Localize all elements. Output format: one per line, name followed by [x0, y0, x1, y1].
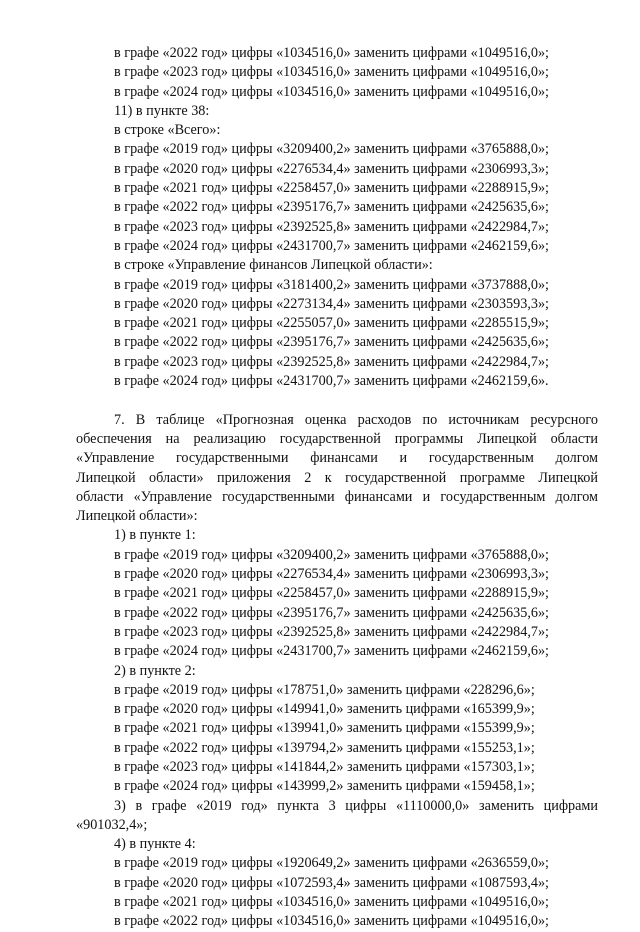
paragraph-7-line: обеспечения на реализацию государственной программы Липецкой области [76, 430, 598, 447]
paragraph-gap [76, 391, 598, 410]
text-line: в графе «2019 год» цифры «3209400,2» заменить цифрами «3765888,0»; [114, 546, 549, 563]
text-line: в графе «2022 год» цифры «2395176,7» заменить цифрами «2425635,6»; [114, 604, 549, 621]
text-line: в строке «Всего»: [114, 122, 221, 139]
text-line: в графе «2023 год» цифры «2392525,8» заменить цифрами «2422984,7»; [114, 353, 549, 370]
text-line: в графе «2019 год» цифры «1920649,2» заменить цифрами «2636559,0»; [114, 855, 549, 872]
paragraph-7-line: области «Управление государственными финансами и государственным долгом [76, 488, 598, 505]
text-line: в графе «2023 год» цифры «141844,2» заменить цифрами «157303,1»; [114, 758, 535, 775]
text-line: в графе «2019 год» цифры «178751,0» заменить цифрами «228296,6»; [114, 681, 535, 698]
text-line: в графе «2022 год» цифры «2395176,7» заменить цифрами «2425635,6»; [114, 199, 549, 216]
paragraph-7-line: «Управление государственными финансами и государственным долгом [76, 450, 598, 467]
text-line: в графе «2020 год» цифры «2276534,4» заменить цифрами «2306993,3»; [114, 160, 549, 177]
text-line: в графе «2020 год» цифры «2273134,4» заменить цифрами «2303593,3»; [114, 295, 549, 312]
text-line: 4) в пункте 4: [114, 836, 196, 853]
paragraph-7-line: Липецкой области»: [76, 508, 198, 525]
text-line: в графе «2024 год» цифры «2431700,7» заменить цифрами «2462159,6». [114, 373, 549, 390]
text-line: в графе «2022 год» цифры «1034516,0» заменить цифрами «1049516,0»; [114, 913, 549, 930]
text-line: в графе «2020 год» цифры «2276534,4» заменить цифрами «2306993,3»; [114, 566, 549, 583]
paragraph-7-line: 7. В таблице «Прогнозная оценка расходов по источникам ресурсного [114, 411, 598, 428]
text-line: 2) в пункте 2: [114, 662, 196, 679]
document-body [76, 44, 598, 932]
text-line: в графе «2021 год» цифры «2258457,0» заменить цифрами «2288915,9»; [114, 180, 549, 197]
item-3-line: «901032,4»; [76, 816, 148, 833]
text-line: в графе «2023 год» цифры «2392525,8» заменить цифрами «2422984,7»; [114, 623, 549, 640]
text-line: в графе «2021 год» цифры «1034516,0» заменить цифрами «1049516,0»; [114, 894, 549, 911]
text-line: в графе «2019 год» цифры «3181400,2» заменить цифрами «3737888,0»; [114, 276, 549, 293]
text-line: в строке «Управление финансов Липецкой области»: [114, 257, 433, 274]
text-line: в графе «2024 год» цифры «143999,2» заменить цифрами «159458,1»; [114, 778, 535, 795]
text-line: в графе «2022 год» цифры «1034516,0» заменить цифрами «1049516,0»; [114, 45, 549, 61]
text-line: в графе «2024 год» цифры «2431700,7» заменить цифрами «2462159,6»; [114, 643, 549, 660]
paragraph-7-line: Липецкой области» приложения 2 к государственной программе Липецкой [76, 469, 598, 486]
text-line: 1) в пункте 1: [114, 527, 196, 544]
text-line: в графе «2021 год» цифры «2258457,0» заменить цифрами «2288915,9»; [114, 585, 549, 602]
text-line: в графе «2023 год» цифры «1034516,0» заменить цифрами «1049516,0»; [114, 64, 549, 81]
text-line: в графе «2024 год» цифры «2431700,7» заменить цифрами «2462159,6»; [114, 237, 549, 254]
text-line: в графе «2023 год» цифры «2392525,8» заменить цифрами «2422984,7»; [114, 218, 549, 235]
text-line: в графе «2022 год» цифры «139794,2» заменить цифрами «155253,1»; [114, 739, 535, 756]
text-line: в графе «2019 год» цифры «3209400,2» заменить цифрами «3765888,0»; [114, 141, 549, 158]
text-line: в графе «2022 год» цифры «2395176,7» заменить цифрами «2425635,6»; [114, 334, 549, 351]
text-line: в графе «2020 год» цифры «1072593,4» заменить цифрами «1087593,4»; [114, 874, 549, 891]
text-line: в графе «2020 год» цифры «149941,0» заменить цифрами «165399,9»; [114, 701, 535, 718]
text-line: в графе «2021 год» цифры «2255057,0» заменить цифрами «2285515,9»; [114, 315, 549, 332]
text-line: в графе «2024 год» цифры «1034516,0» заменить цифрами «1049516,0»; [114, 83, 549, 100]
item-3-line: 3) в графе «2019 год» пункта 3 цифры «1110000,0» заменить цифрами [114, 797, 598, 814]
text-line: 11) в пункте 38: [114, 102, 210, 119]
text-line: в графе «2021 год» цифры «139941,0» заменить цифрами «155399,9»; [114, 720, 535, 737]
